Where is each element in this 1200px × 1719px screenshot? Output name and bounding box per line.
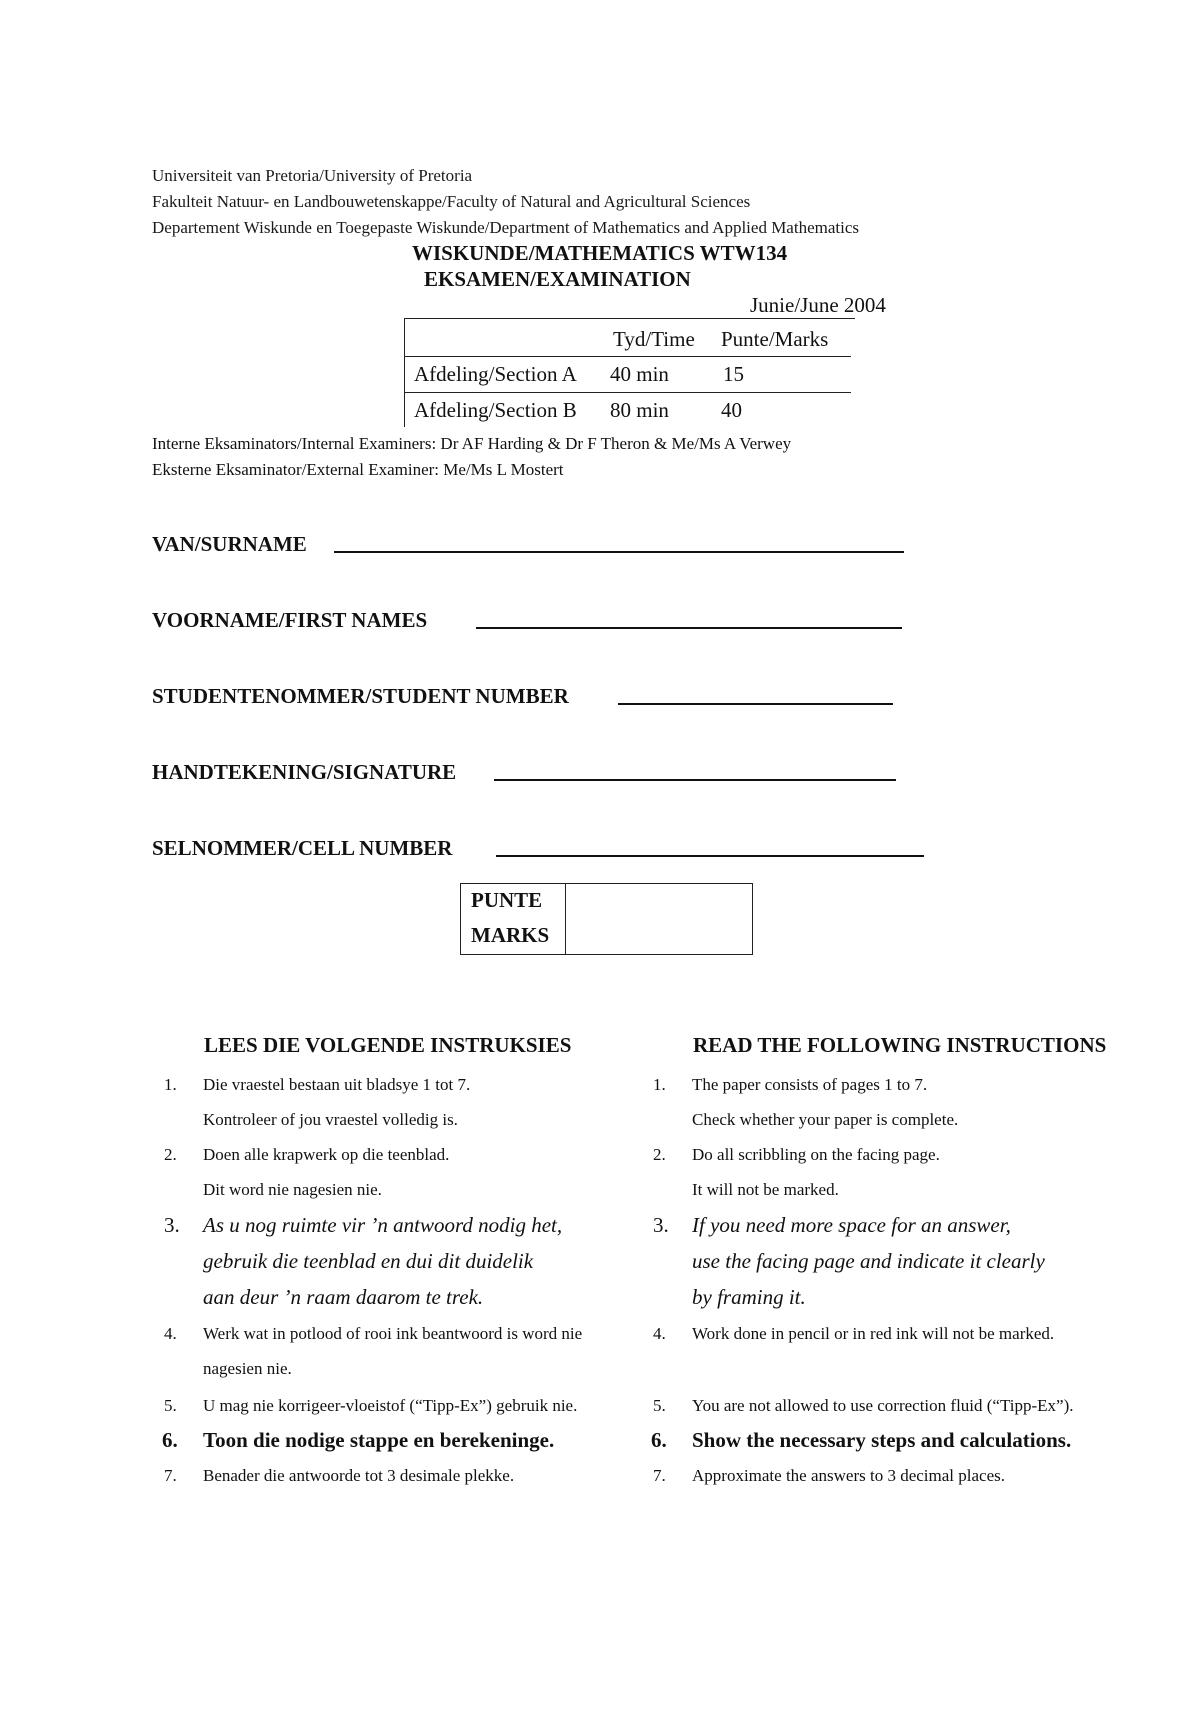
- punte-label: PUNTE: [471, 888, 543, 912]
- af-item-number: 4.: [164, 1324, 177, 1343]
- time-table: [404, 318, 855, 427]
- exam-title: EKSAMEN/EXAMINATION: [424, 267, 691, 291]
- af-item-number: 5.: [164, 1396, 177, 1415]
- af-item-number: 3.: [164, 1213, 180, 1237]
- af-item-line: U mag nie korrigeer-vloeistof (“Tipp-Ex”) gebruik nie.: [203, 1396, 578, 1415]
- exam-date: Junie/June 2004: [750, 293, 886, 317]
- faculty-name: Fakulteit Natuur- en Landbouwetenskappe/Faculty of Natural and Agricultural Sciences: [152, 192, 751, 211]
- surname-line[interactable]: [334, 551, 904, 553]
- university-name: Universiteit van Pretoria/University of Pretoria: [152, 166, 473, 185]
- af-item-line: Toon die nodige stappe en berekeninge.: [203, 1428, 555, 1452]
- cell-number-line[interactable]: [496, 855, 924, 857]
- en-item-line: The paper consists of pages 1 to 7.: [692, 1075, 928, 1094]
- en-item-line: by framing it.: [692, 1285, 806, 1309]
- signature-label: HANDTEKENING/SIGNATURE: [152, 760, 457, 784]
- af-item-line: Die vraestel bestaan uit bladsye 1 tot 7.: [203, 1075, 471, 1094]
- internal-examiners: Interne Eksaminators/Internal Examiners: Dr AF Harding & Dr F Theron & Me/Ms A Verwey: [152, 434, 792, 453]
- af-item-line: nagesien nie.: [203, 1359, 292, 1378]
- en-item-line: Check whether your paper is complete.: [692, 1110, 959, 1129]
- en-item-number: 2.: [653, 1145, 666, 1164]
- en-item-line: It will not be marked.: [692, 1180, 839, 1199]
- en-item-line: use the facing page and indicate it clearly: [692, 1249, 1045, 1273]
- af-item-line: As u nog ruimte vir ’n antwoord nodig het,: [203, 1213, 563, 1237]
- course-title: WISKUNDE/MATHEMATICS WTW134: [412, 241, 788, 265]
- cell-number-label: SELNOMMER/CELL NUMBER: [152, 836, 453, 860]
- af-item-line: Benader die antwoorde tot 3 desimale plekke.: [203, 1466, 515, 1485]
- af-item-number: 2.: [164, 1145, 177, 1164]
- surname-label: VAN/SURNAME: [152, 532, 307, 556]
- en-item-line: Approximate the answers to 3 decimal places.: [692, 1466, 1005, 1485]
- section-b-time: 80 min: [610, 398, 669, 422]
- section-b-label: Afdeling/Section B: [414, 398, 577, 422]
- en-item-number: 1.: [653, 1075, 666, 1094]
- en-item-line: Work done in pencil or in red ink will not be marked.: [692, 1324, 1055, 1343]
- en-item-number: 7.: [653, 1466, 666, 1485]
- first-names-line[interactable]: [476, 627, 902, 629]
- af-item-line: gebruik die teenblad en dui dit duidelik: [203, 1249, 534, 1273]
- student-number-line[interactable]: [618, 703, 893, 705]
- section-a-marks: 15: [723, 362, 744, 386]
- department-name: Departement Wiskunde en Toegepaste Wiskunde/Department of Mathematics and Applied Mathematics: [152, 218, 859, 237]
- af-item-line: aan deur ’n raam daarom te trek.: [203, 1285, 484, 1309]
- en-item-line: You are not allowed to use correction fluid (“Tipp-Ex”).: [692, 1396, 1074, 1415]
- signature-line[interactable]: [494, 779, 896, 781]
- time-column-header: Tyd/Time: [613, 327, 695, 351]
- first-names-label: VOORNAME/FIRST NAMES: [152, 608, 428, 632]
- marks-label: MARKS: [471, 923, 550, 947]
- marks-column-header: Punte/Marks: [721, 327, 829, 351]
- section-b-marks: 40: [721, 398, 742, 422]
- af-item-number: 1.: [164, 1075, 177, 1094]
- en-item-number: 6.: [651, 1428, 667, 1452]
- student-number-label: STUDENTENOMMER/STUDENT NUMBER: [152, 684, 569, 708]
- af-item-number: 6.: [162, 1428, 178, 1452]
- marks-box: [460, 883, 753, 955]
- af-item-line: Kontroleer of jou vraestel volledig is.: [203, 1110, 458, 1129]
- external-examiner: Eksterne Eksaminator/External Examiner: Me/Ms L Mostert: [152, 460, 564, 479]
- af-item-number: 7.: [164, 1466, 177, 1485]
- en-item-number: 4.: [653, 1324, 666, 1343]
- english-instructions-heading: READ THE FOLLOWING INSTRUCTIONS: [693, 1033, 1107, 1057]
- en-item-line: Do all scribbling on the facing page.: [692, 1145, 940, 1164]
- en-item-number: 3.: [653, 1213, 669, 1237]
- section-a-label: Afdeling/Section A: [414, 362, 577, 386]
- section-a-time: 40 min: [610, 362, 669, 386]
- en-item-line: Show the necessary steps and calculations.: [692, 1428, 1072, 1452]
- af-item-line: Werk wat in potlood of rooi ink beantwoord is word nie: [203, 1324, 583, 1343]
- afrikaans-instructions-heading: LEES DIE VOLGENDE INSTRUKSIES: [204, 1033, 572, 1057]
- af-item-line: Doen alle krapwerk op die teenblad.: [203, 1145, 450, 1164]
- en-item-number: 5.: [653, 1396, 666, 1415]
- en-item-line: If you need more space for an answer,: [692, 1213, 1011, 1237]
- af-item-line: Dit word nie nagesien nie.: [203, 1180, 382, 1199]
